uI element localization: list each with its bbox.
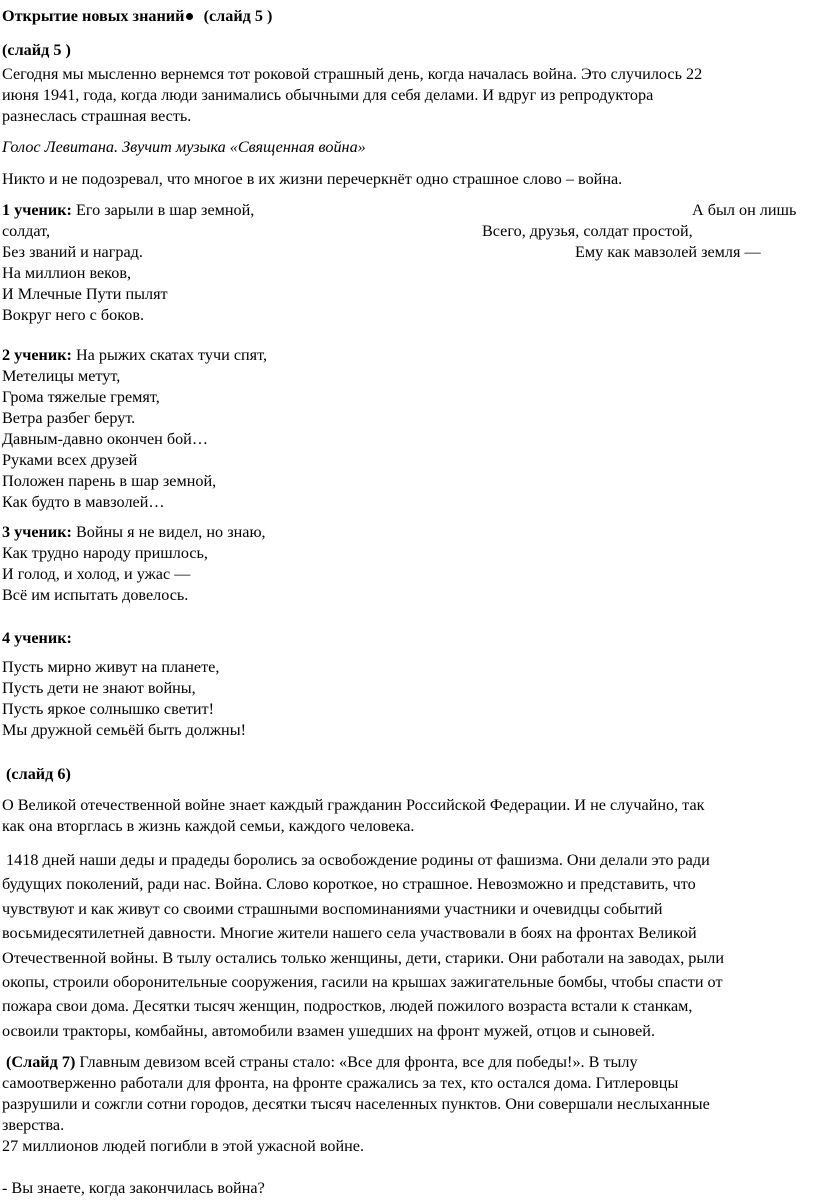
student1-label: 1 ученик: [2, 201, 72, 219]
slide5-label: (слайд 5 ) [2, 41, 71, 59]
poem-line: Как трудно народу пришлось, [2, 544, 208, 562]
poem-line: Грома тяжелые гремят, [2, 388, 160, 406]
student4-block [2, 657, 246, 741]
slide7-paragraph [2, 1052, 710, 1157]
text-line: как она вторглась в жизнь каждой семьи, каждого человека. [2, 817, 415, 835]
intro-paragraph [2, 64, 702, 127]
student4-label: 4 ученик: [2, 629, 72, 647]
text-line: Главным девизом всей страны стало: «Все для фронта, все для победы!». В тылу [75, 1053, 638, 1071]
poem-line: Метелицы метут, [2, 367, 121, 385]
question-line: - Вы знаете, когда закончилась война? [2, 1179, 265, 1197]
poem-line: Руками всех друзей [2, 451, 138, 469]
text-line: июня 1941, года, когда люди занимались обычными для себя делами. И вдруг из репродуктора [2, 86, 654, 104]
text-line: Отечественной войны. В тылу остались только женщины, дети, старики. Они работали на заводах, рыли [2, 948, 724, 967]
text-line: 27 миллионов людей погибли в этой ужасной войне. [2, 1137, 365, 1155]
poem-line: Как будто в мавзолей… [2, 493, 165, 511]
student2-block [2, 345, 267, 513]
poem-line: Его зарыли в шар земной, [71, 201, 255, 219]
text-line: пожара свои дома. Десятки тысяч женщин, подростков, людей пожилого возраста встали к станкам, [2, 997, 693, 1016]
poem-line: Положен парень в шар земной, [2, 472, 217, 490]
poem-line: И голод, и холод, и ужас — [2, 565, 191, 583]
poem-line: На рыжих скатах тучи спят, [71, 346, 268, 364]
text-line: освоили тракторы, комбайны, автомобили взамен ушедших на фронт мужей, отцов и сыновей. [2, 1021, 656, 1040]
poem-line: А был он лишь [692, 201, 797, 219]
poem-line: Всё им испытать довелось. [2, 586, 189, 604]
poem-line: Войны я не видел, но знаю, [71, 523, 266, 541]
poem-line: Пусть яркое солнышко светит! [2, 700, 215, 718]
days-1418-paragraph [2, 848, 724, 1043]
text-line: зверства. [2, 1116, 65, 1134]
text-line: окопы, строили оборонительные сооружения, гасили на крышах зажигательные бомбы, чтобы спасти от [2, 973, 723, 992]
slide7-label: (Слайд 7) [2, 1053, 76, 1071]
slide6-paragraph [2, 795, 705, 837]
poem-line: Вокруг него с боков. [2, 306, 145, 324]
poem-line: Ему как мавзолей земля — [575, 243, 761, 261]
poem-line: Ветра разбег берут. [2, 409, 136, 427]
poem-line: И Млечные Пути пылят [2, 285, 168, 303]
poem-line: Без званий и наград. [2, 243, 143, 261]
bullet-icon [186, 13, 193, 20]
text-line: разрушили и сожгли сотни городов, десятки тысяч населенных пунктов. Они совершали неслыханные [2, 1095, 710, 1113]
levitan-note: Голос Левитана. Звучит музыка «Священная война» [2, 138, 366, 156]
student3-label: 3 ученик: [2, 523, 72, 541]
text-line: Сегодня мы мысленно вернемся тот роковой страшный день, когда началась война. Это случилось 22 [2, 65, 703, 83]
text-line: разнеслась страшная весть. [2, 107, 192, 125]
student3-block [2, 522, 266, 606]
text-line: восьмидесятилетней давности. Многие жители нашего села участвовали в боях на фронтах Великой [2, 924, 697, 943]
student2-label: 2 ученик: [2, 346, 72, 364]
student1-block [2, 200, 812, 326]
poem-line: солдат, [2, 222, 51, 240]
slide6-label: (слайд 6) [2, 765, 71, 783]
poem-line: Всего, друзья, солдат простой, [482, 222, 693, 240]
poem-line: На миллион веков, [2, 264, 132, 282]
text-line: будущих поколений, ради нас. Война. Слово короткое, но страшное. Невозможно и представить, что [2, 875, 696, 894]
text-line: О Великой отечественной войне знает каждый гражданин Российской Федерации. И не случайно, так [2, 796, 705, 814]
poem-line: Мы дружной семьёй быть должны! [2, 721, 246, 739]
text-line: самоотверженно работали для фронта, на фронте сражались за тех, кто остался дома. Гитлеровцы [2, 1074, 679, 1092]
text-line: чувствуют и как живут со своими страшными воспоминаниями участники и очевидцы событий [2, 899, 663, 918]
poem-line: Пусть мирно живут на планете, [2, 658, 220, 676]
poem-line: Пусть дети не знают войны, [2, 679, 196, 697]
text-line: 1418 дней наши деды и прадеды боролись за освобождение родины от фашизма. Они делали это ради [2, 851, 710, 869]
page-title: Открытие новых знаний (слайд 5 ) [2, 7, 273, 25]
nobody-paragraph: Никто и не подозревал, что многое в их жизни перечеркнёт одно страшное слово – война. [2, 170, 623, 188]
poem-line: Давным-давно окончен бой… [2, 430, 209, 448]
